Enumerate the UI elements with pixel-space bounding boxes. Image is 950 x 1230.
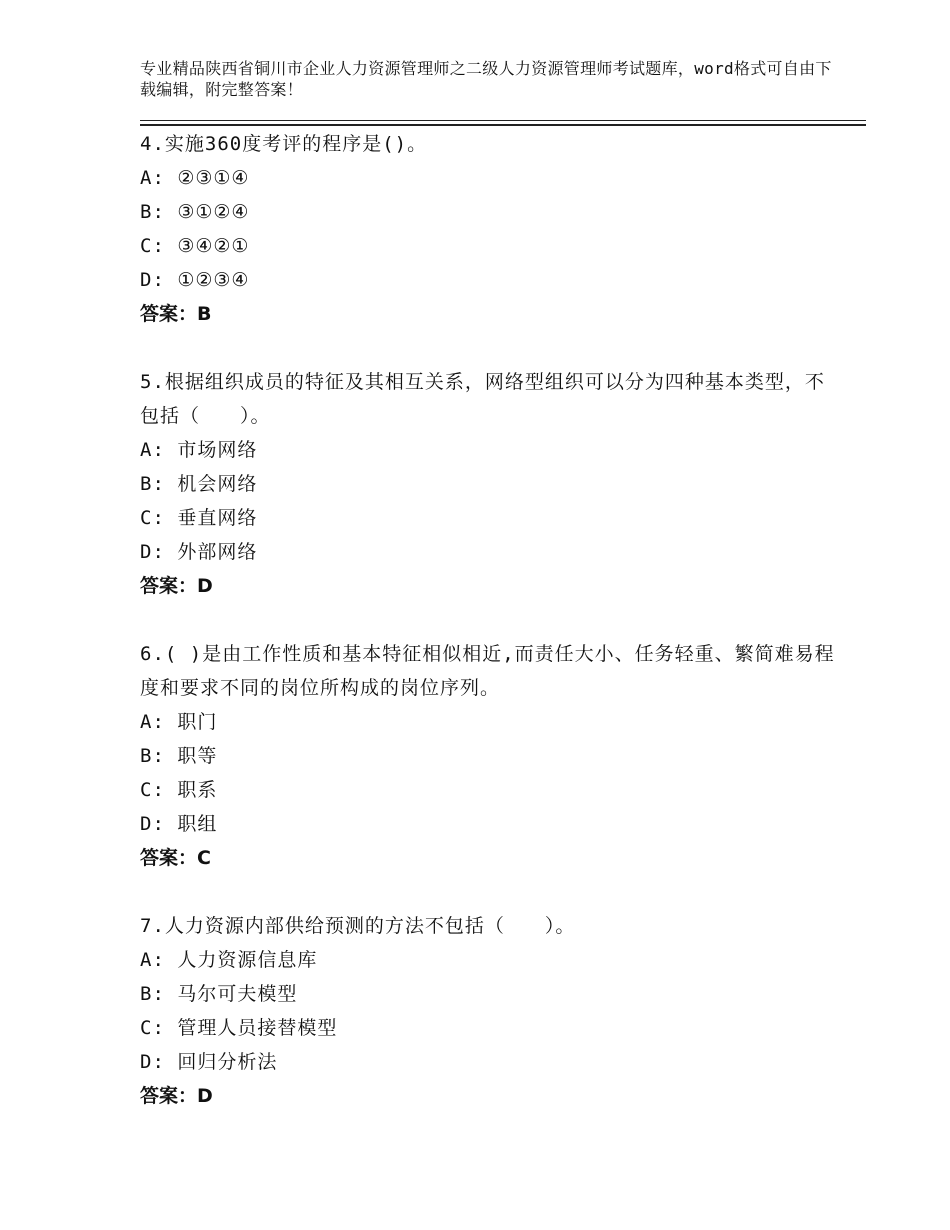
question-6	[140, 637, 840, 875]
option-c: C: 管理人员接替模型	[140, 1017, 338, 1039]
question-5	[140, 365, 840, 603]
option-b: B: 职等	[140, 745, 218, 767]
option-d: D: 回归分析法	[140, 1051, 278, 1073]
question-stem: 5.根据组织成员的特征及其相互关系，网络型组织可以分为四种基本类型，不包括（ ）。	[140, 371, 825, 427]
option-c: C: ③④②①	[140, 235, 250, 257]
header-divider-thick	[140, 124, 866, 126]
answer-label: 答案：D	[140, 1085, 213, 1107]
option-c: C: 垂直网络	[140, 507, 258, 529]
answer-label: 答案：C	[140, 847, 211, 869]
question-stem: 6.( )是由工作性质和基本特征相似相近,而责任大小、任务轻重、繁简难易程度和要求不同的岗位所构成的岗位序列。	[140, 643, 835, 699]
question-stem: 7.人力资源内部供给预测的方法不包括（ ）。	[140, 915, 576, 937]
option-a: A: 市场网络	[140, 439, 258, 461]
question-7	[140, 909, 840, 1113]
option-d: D: ①②③④	[140, 269, 250, 291]
option-a: A: ②③①④	[140, 167, 250, 189]
option-d: D: 外部网络	[140, 541, 258, 563]
answer-label: 答案：B	[140, 303, 212, 325]
option-a: A: 职门	[140, 711, 218, 733]
option-b: B: 机会网络	[140, 473, 258, 495]
question-stem: 4.实施360度考评的程序是()。	[140, 133, 428, 155]
question-list	[140, 127, 840, 1147]
option-c: C: 职系	[140, 779, 218, 801]
question-4	[140, 127, 840, 331]
option-a: A: 人力资源信息库	[140, 949, 318, 971]
option-b: B: ③①②④	[140, 201, 250, 223]
answer-label: 答案：D	[140, 575, 213, 597]
header-divider-thin	[140, 120, 866, 121]
option-d: D: 职组	[140, 813, 218, 835]
option-b: B: 马尔可夫模型	[140, 983, 298, 1005]
document-header: 专业精品陕西省铜川市企业人力资源管理师之二级人力资源管理师考试题库，word格式可自由下载编辑，附完整答案！	[140, 59, 832, 99]
